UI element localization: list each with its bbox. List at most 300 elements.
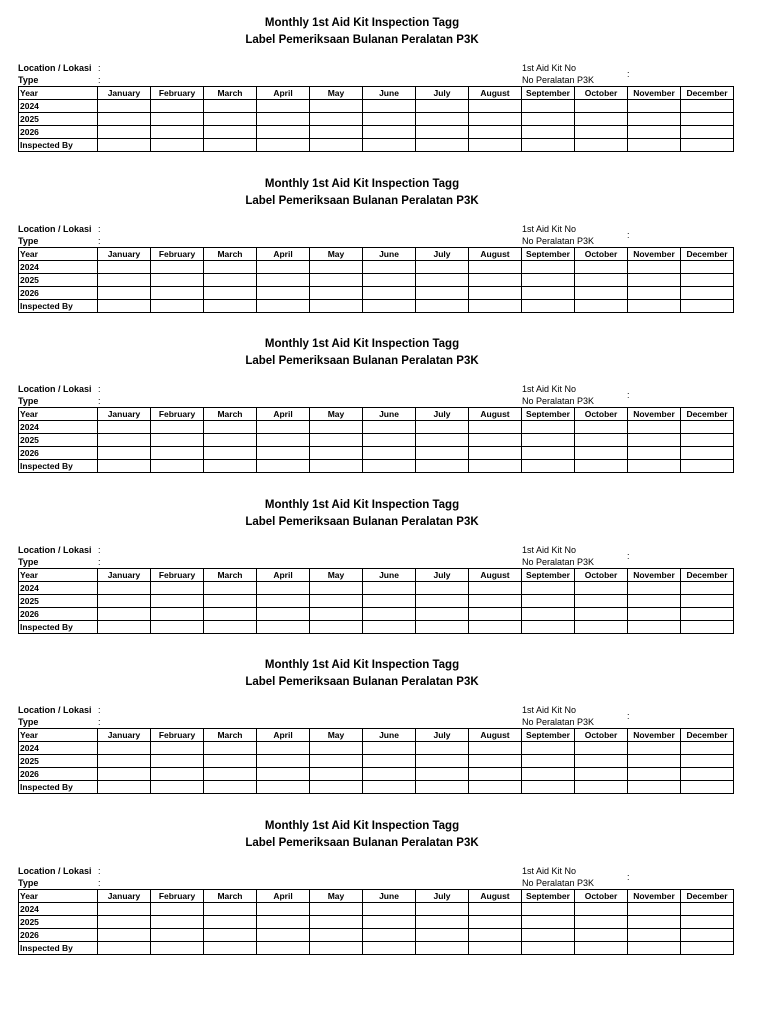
- inspection-cell[interactable]: [98, 929, 151, 942]
- inspection-table: [18, 568, 734, 634]
- inspection-cell[interactable]: [310, 595, 363, 608]
- inspection-cell[interactable]: [363, 100, 416, 113]
- inspection-cell[interactable]: [257, 916, 310, 929]
- inspection-cell[interactable]: [98, 781, 151, 794]
- inspection-cell[interactable]: [522, 608, 575, 621]
- inspection-cell[interactable]: [98, 113, 151, 126]
- inspection-cell[interactable]: [363, 113, 416, 126]
- inspection-cell[interactable]: [469, 300, 522, 313]
- inspection-cell[interactable]: [257, 621, 310, 634]
- inspection-cell[interactable]: [681, 460, 734, 473]
- inspection-cell[interactable]: [522, 582, 575, 595]
- inspection-cell[interactable]: [416, 261, 469, 274]
- inspection-cell[interactable]: [204, 768, 257, 781]
- inspection-cell[interactable]: [681, 434, 734, 447]
- inspection-cell[interactable]: [522, 595, 575, 608]
- inspection-cell[interactable]: [628, 608, 681, 621]
- inspection-cell[interactable]: [151, 929, 204, 942]
- inspection-cell[interactable]: [416, 582, 469, 595]
- inspection-cell[interactable]: [522, 421, 575, 434]
- inspection-cell[interactable]: [257, 929, 310, 942]
- inspection-cell[interactable]: [204, 447, 257, 460]
- inspection-cell[interactable]: [469, 608, 522, 621]
- inspection-cell[interactable]: [628, 300, 681, 313]
- inspection-cell[interactable]: [98, 942, 151, 955]
- inspection-cell[interactable]: [151, 113, 204, 126]
- inspection-cell[interactable]: [575, 768, 628, 781]
- inspection-cell[interactable]: [522, 434, 575, 447]
- inspection-cell[interactable]: [681, 139, 734, 152]
- inspection-cell[interactable]: [310, 742, 363, 755]
- inspection-cell[interactable]: [522, 100, 575, 113]
- inspection-cell[interactable]: [575, 447, 628, 460]
- inspection-cell[interactable]: [575, 434, 628, 447]
- inspection-cell[interactable]: [681, 447, 734, 460]
- inspection-cell[interactable]: [628, 755, 681, 768]
- inspection-cell[interactable]: [416, 287, 469, 300]
- inspection-cell[interactable]: [416, 100, 469, 113]
- inspection-cell[interactable]: [416, 595, 469, 608]
- inspection-cell[interactable]: [98, 755, 151, 768]
- inspection-cell[interactable]: [363, 621, 416, 634]
- inspection-cell[interactable]: [416, 460, 469, 473]
- inspection-cell[interactable]: [681, 768, 734, 781]
- inspection-cell[interactable]: [204, 421, 257, 434]
- inspection-cell[interactable]: [257, 447, 310, 460]
- inspection-cell[interactable]: [98, 595, 151, 608]
- inspection-cell[interactable]: [628, 903, 681, 916]
- inspection-cell[interactable]: [363, 139, 416, 152]
- inspection-cell[interactable]: [310, 768, 363, 781]
- inspection-cell[interactable]: [310, 287, 363, 300]
- inspection-cell[interactable]: [151, 903, 204, 916]
- inspection-cell[interactable]: [575, 608, 628, 621]
- inspection-cell[interactable]: [363, 460, 416, 473]
- inspection-cell[interactable]: [363, 916, 416, 929]
- inspection-cell[interactable]: [416, 113, 469, 126]
- inspection-cell[interactable]: [416, 421, 469, 434]
- inspection-cell[interactable]: [575, 595, 628, 608]
- inspection-cell[interactable]: [522, 460, 575, 473]
- inspection-cell[interactable]: [681, 287, 734, 300]
- inspection-cell[interactable]: [310, 113, 363, 126]
- inspection-cell[interactable]: [257, 608, 310, 621]
- inspection-cell[interactable]: [469, 768, 522, 781]
- inspection-cell[interactable]: [151, 768, 204, 781]
- inspection-cell[interactable]: [310, 274, 363, 287]
- inspection-cell[interactable]: [257, 595, 310, 608]
- inspection-cell[interactable]: [469, 126, 522, 139]
- month-header: October: [575, 569, 628, 582]
- inspection-cell[interactable]: [575, 287, 628, 300]
- inspection-cell[interactable]: [628, 460, 681, 473]
- inspection-cell[interactable]: [204, 595, 257, 608]
- inspection-cell[interactable]: [204, 126, 257, 139]
- inspection-cell[interactable]: [416, 929, 469, 942]
- inspection-cell[interactable]: [416, 755, 469, 768]
- inspection-cell[interactable]: [522, 113, 575, 126]
- inspection-cell[interactable]: [363, 582, 416, 595]
- inspection-cell[interactable]: [522, 742, 575, 755]
- inspection-cell[interactable]: [416, 300, 469, 313]
- inspection-cell[interactable]: [151, 742, 204, 755]
- inspection-cell[interactable]: [310, 460, 363, 473]
- inspection-cell[interactable]: [363, 942, 416, 955]
- inspection-cell[interactable]: [681, 582, 734, 595]
- inspection-cell[interactable]: [204, 608, 257, 621]
- inspection-cell[interactable]: [575, 755, 628, 768]
- inspection-cell[interactable]: [628, 434, 681, 447]
- inspection-cell[interactable]: [628, 781, 681, 794]
- inspection-cell[interactable]: [469, 113, 522, 126]
- inspection-cell[interactable]: [628, 916, 681, 929]
- inspection-cell[interactable]: [151, 608, 204, 621]
- inspection-cell[interactable]: [204, 903, 257, 916]
- inspection-cell[interactable]: [628, 929, 681, 942]
- inspection-cell[interactable]: [310, 300, 363, 313]
- inspection-cell[interactable]: [151, 942, 204, 955]
- inspection-cell[interactable]: [204, 755, 257, 768]
- inspection-cell[interactable]: [204, 929, 257, 942]
- inspection-cell[interactable]: [98, 126, 151, 139]
- inspection-cell[interactable]: [310, 608, 363, 621]
- inspection-cell[interactable]: [575, 300, 628, 313]
- inspection-cell[interactable]: [416, 903, 469, 916]
- inspection-cell[interactable]: [681, 421, 734, 434]
- inspection-cell[interactable]: [469, 287, 522, 300]
- inspection-cell[interactable]: [628, 595, 681, 608]
- inspection-cell[interactable]: [310, 421, 363, 434]
- inspection-cell[interactable]: [681, 929, 734, 942]
- inspection-cell[interactable]: [469, 903, 522, 916]
- inspection-cell[interactable]: [681, 742, 734, 755]
- inspection-cell[interactable]: [98, 447, 151, 460]
- inspection-cell[interactable]: [575, 126, 628, 139]
- inspection-cell[interactable]: [98, 300, 151, 313]
- inspection-cell[interactable]: [681, 903, 734, 916]
- inspection-cell[interactable]: [204, 100, 257, 113]
- inspection-cell[interactable]: [681, 595, 734, 608]
- inspection-cell[interactable]: [257, 126, 310, 139]
- inspection-cell[interactable]: [628, 113, 681, 126]
- inspection-cell[interactable]: [416, 781, 469, 794]
- inspection-cell[interactable]: [575, 929, 628, 942]
- inspection-cell[interactable]: [416, 139, 469, 152]
- inspection-cell[interactable]: [204, 742, 257, 755]
- inspection-cell[interactable]: [363, 434, 416, 447]
- inspection-cell[interactable]: [257, 903, 310, 916]
- inspection-cell[interactable]: [204, 261, 257, 274]
- inspection-cell[interactable]: [257, 139, 310, 152]
- inspection-cell[interactable]: [681, 621, 734, 634]
- inspection-cell[interactable]: [575, 261, 628, 274]
- inspection-cell[interactable]: [98, 460, 151, 473]
- inspection-cell[interactable]: [204, 942, 257, 955]
- inspection-cell[interactable]: [522, 139, 575, 152]
- inspection-cell[interactable]: [575, 421, 628, 434]
- inspection-cell[interactable]: [98, 608, 151, 621]
- inspection-cell[interactable]: [469, 929, 522, 942]
- inspection-cell[interactable]: [416, 434, 469, 447]
- inspection-cell[interactable]: [681, 781, 734, 794]
- inspection-cell[interactable]: [363, 608, 416, 621]
- inspection-cell[interactable]: [98, 421, 151, 434]
- inspection-cell[interactable]: [98, 261, 151, 274]
- inspection-cell[interactable]: [98, 621, 151, 634]
- inspection-cell[interactable]: [98, 916, 151, 929]
- inspection-cell[interactable]: [363, 903, 416, 916]
- inspection-cell[interactable]: [416, 916, 469, 929]
- inspection-cell[interactable]: [204, 113, 257, 126]
- inspection-cell[interactable]: [310, 434, 363, 447]
- inspection-cell[interactable]: [628, 274, 681, 287]
- inspection-cell[interactable]: [575, 942, 628, 955]
- inspection-cell[interactable]: [416, 621, 469, 634]
- inspection-cell[interactable]: [469, 582, 522, 595]
- inspection-cell[interactable]: [628, 447, 681, 460]
- inspection-cell[interactable]: [681, 916, 734, 929]
- inspection-cell[interactable]: [204, 582, 257, 595]
- inspection-cell[interactable]: [575, 113, 628, 126]
- inspection-cell[interactable]: [469, 781, 522, 794]
- inspection-cell[interactable]: [363, 755, 416, 768]
- inspection-cell[interactable]: [416, 126, 469, 139]
- inspection-cell[interactable]: [98, 139, 151, 152]
- inspection-cell[interactable]: [151, 421, 204, 434]
- inspection-cell[interactable]: [151, 781, 204, 794]
- inspection-cell[interactable]: [469, 942, 522, 955]
- inspection-cell[interactable]: [416, 447, 469, 460]
- inspection-cell[interactable]: [522, 768, 575, 781]
- inspection-cell[interactable]: [363, 421, 416, 434]
- inspection-cell[interactable]: [681, 274, 734, 287]
- inspection-cell[interactable]: [310, 139, 363, 152]
- inspection-cell[interactable]: [575, 100, 628, 113]
- inspection-cell[interactable]: [681, 113, 734, 126]
- inspection-cell[interactable]: [469, 916, 522, 929]
- inspection-cell[interactable]: [681, 300, 734, 313]
- inspection-cell[interactable]: [151, 582, 204, 595]
- inspection-cell[interactable]: [257, 434, 310, 447]
- inspection-cell[interactable]: [310, 929, 363, 942]
- inspection-cell[interactable]: [257, 261, 310, 274]
- inspection-cell[interactable]: [204, 300, 257, 313]
- inspection-cell[interactable]: [628, 942, 681, 955]
- location-colon: :: [98, 705, 101, 715]
- inspection-cell[interactable]: [310, 781, 363, 794]
- inspection-cell[interactable]: [416, 742, 469, 755]
- inspection-cell[interactable]: [522, 916, 575, 929]
- inspection-cell[interactable]: [257, 287, 310, 300]
- inspection-cell[interactable]: [310, 621, 363, 634]
- inspection-cell[interactable]: [469, 621, 522, 634]
- inspection-cell[interactable]: [681, 755, 734, 768]
- inspection-cell[interactable]: [98, 582, 151, 595]
- inspection-cell[interactable]: [257, 582, 310, 595]
- inspection-cell[interactable]: [681, 261, 734, 274]
- inspection-cell[interactable]: [151, 460, 204, 473]
- inspection-cell[interactable]: [681, 942, 734, 955]
- inspection-table: [18, 247, 734, 313]
- inspection-cell[interactable]: [469, 460, 522, 473]
- inspection-cell[interactable]: [575, 903, 628, 916]
- inspection-cell[interactable]: [151, 274, 204, 287]
- inspection-cell[interactable]: [681, 608, 734, 621]
- inspection-cell[interactable]: [98, 903, 151, 916]
- inspection-cell[interactable]: [257, 768, 310, 781]
- inspection-cell[interactable]: [575, 781, 628, 794]
- inspection-cell[interactable]: [151, 755, 204, 768]
- row-label: 2025: [19, 755, 98, 768]
- inspection-cell[interactable]: [469, 755, 522, 768]
- inspection-cell[interactable]: [310, 755, 363, 768]
- inspection-cell[interactable]: [151, 621, 204, 634]
- type-colon: :: [98, 717, 101, 727]
- inspection-cell[interactable]: [257, 113, 310, 126]
- inspection-cell[interactable]: [363, 300, 416, 313]
- inspection-cell[interactable]: [310, 903, 363, 916]
- kit-no-colon: :: [627, 711, 630, 721]
- inspection-cell[interactable]: [628, 100, 681, 113]
- inspection-cell[interactable]: [575, 460, 628, 473]
- inspection-cell[interactable]: [416, 274, 469, 287]
- inspection-cell[interactable]: [575, 139, 628, 152]
- inspection-cell[interactable]: [204, 139, 257, 152]
- inspection-cell[interactable]: [257, 274, 310, 287]
- inspection-cell[interactable]: [98, 274, 151, 287]
- inspection-cell[interactable]: [98, 742, 151, 755]
- inspection-cell[interactable]: [363, 768, 416, 781]
- inspection-cell[interactable]: [257, 942, 310, 955]
- inspection-cell[interactable]: [628, 287, 681, 300]
- inspection-cell[interactable]: [522, 300, 575, 313]
- month-header: August: [469, 890, 522, 903]
- inspection-cell[interactable]: [522, 755, 575, 768]
- inspection-cell[interactable]: [257, 755, 310, 768]
- inspection-cell[interactable]: [522, 447, 575, 460]
- inspection-cell[interactable]: [628, 582, 681, 595]
- inspection-cell[interactable]: [575, 274, 628, 287]
- inspection-cell[interactable]: [469, 447, 522, 460]
- inspection-cell[interactable]: [522, 929, 575, 942]
- inspection-cell[interactable]: [363, 742, 416, 755]
- inspection-cell[interactable]: [310, 942, 363, 955]
- inspection-cell[interactable]: [151, 916, 204, 929]
- inspection-cell[interactable]: [628, 768, 681, 781]
- inspection-cell[interactable]: [151, 447, 204, 460]
- inspection-cell[interactable]: [469, 139, 522, 152]
- inspection-cell[interactable]: [469, 100, 522, 113]
- month-header: November: [628, 408, 681, 421]
- inspection-cell[interactable]: [628, 421, 681, 434]
- inspection-cell[interactable]: [151, 126, 204, 139]
- inspection-cell[interactable]: [469, 742, 522, 755]
- inspection-cell[interactable]: [310, 126, 363, 139]
- month-header: April: [257, 87, 310, 100]
- inspection-cell[interactable]: [522, 781, 575, 794]
- inspection-cell[interactable]: [363, 447, 416, 460]
- inspection-cell[interactable]: [575, 742, 628, 755]
- inspection-cell[interactable]: [628, 742, 681, 755]
- inspection-cell[interactable]: [522, 287, 575, 300]
- inspection-cell[interactable]: [363, 595, 416, 608]
- inspection-cell[interactable]: [257, 781, 310, 794]
- inspection-cell[interactable]: [257, 100, 310, 113]
- inspection-cell[interactable]: [681, 126, 734, 139]
- inspection-cell[interactable]: [522, 274, 575, 287]
- inspection-cell[interactable]: [628, 126, 681, 139]
- inspection-cell[interactable]: [363, 929, 416, 942]
- inspection-cell[interactable]: [151, 300, 204, 313]
- inspection-cell[interactable]: [628, 139, 681, 152]
- inspection-cell[interactable]: [98, 287, 151, 300]
- inspection-cell[interactable]: [575, 621, 628, 634]
- inspection-cell[interactable]: [469, 261, 522, 274]
- inspection-cell[interactable]: [310, 261, 363, 274]
- inspection-cell[interactable]: [257, 421, 310, 434]
- inspection-cell[interactable]: [363, 261, 416, 274]
- inspection-cell[interactable]: [310, 916, 363, 929]
- inspection-cell[interactable]: [257, 742, 310, 755]
- inspection-cell[interactable]: [469, 421, 522, 434]
- tag-title: Monthly 1st Aid Kit Inspection Tagg: [264, 338, 460, 350]
- inspection-cell[interactable]: [416, 768, 469, 781]
- inspection-cell[interactable]: [151, 595, 204, 608]
- inspection-cell[interactable]: [628, 261, 681, 274]
- inspection-cell[interactable]: [522, 942, 575, 955]
- inspection-cell[interactable]: [522, 903, 575, 916]
- inspection-cell[interactable]: [363, 126, 416, 139]
- inspection-cell[interactable]: [522, 621, 575, 634]
- inspection-cell[interactable]: [204, 274, 257, 287]
- inspection-cell[interactable]: [204, 434, 257, 447]
- inspection-cell[interactable]: [204, 621, 257, 634]
- inspection-cell[interactable]: [575, 916, 628, 929]
- inspection-cell[interactable]: [310, 582, 363, 595]
- inspection-cell[interactable]: [363, 287, 416, 300]
- inspection-cell[interactable]: [522, 126, 575, 139]
- inspection-cell[interactable]: [257, 300, 310, 313]
- inspection-cell[interactable]: [257, 460, 310, 473]
- inspection-cell[interactable]: [151, 100, 204, 113]
- inspection-cell[interactable]: [204, 781, 257, 794]
- inspection-cell[interactable]: [310, 447, 363, 460]
- inspection-cell[interactable]: [310, 100, 363, 113]
- inspection-cell[interactable]: [151, 434, 204, 447]
- inspection-cell[interactable]: [204, 287, 257, 300]
- inspection-cell[interactable]: [98, 768, 151, 781]
- inspection-cell[interactable]: [416, 608, 469, 621]
- year-header: Year: [19, 729, 98, 742]
- inspection-cell[interactable]: [469, 595, 522, 608]
- inspection-cell[interactable]: [363, 274, 416, 287]
- inspection-cell[interactable]: [151, 261, 204, 274]
- inspection-cell[interactable]: [681, 100, 734, 113]
- inspection-cell[interactable]: [98, 434, 151, 447]
- inspection-cell[interactable]: [522, 261, 575, 274]
- inspection-cell[interactable]: [98, 100, 151, 113]
- inspection-cell[interactable]: [469, 434, 522, 447]
- inspection-cell[interactable]: [204, 460, 257, 473]
- inspection-cell[interactable]: [151, 139, 204, 152]
- inspection-cell[interactable]: [151, 287, 204, 300]
- inspection-cell[interactable]: [416, 942, 469, 955]
- inspection-cell[interactable]: [628, 621, 681, 634]
- inspection-cell[interactable]: [469, 274, 522, 287]
- inspection-cell[interactable]: [575, 582, 628, 595]
- inspection-cell[interactable]: [204, 916, 257, 929]
- inspection-cell[interactable]: [363, 781, 416, 794]
